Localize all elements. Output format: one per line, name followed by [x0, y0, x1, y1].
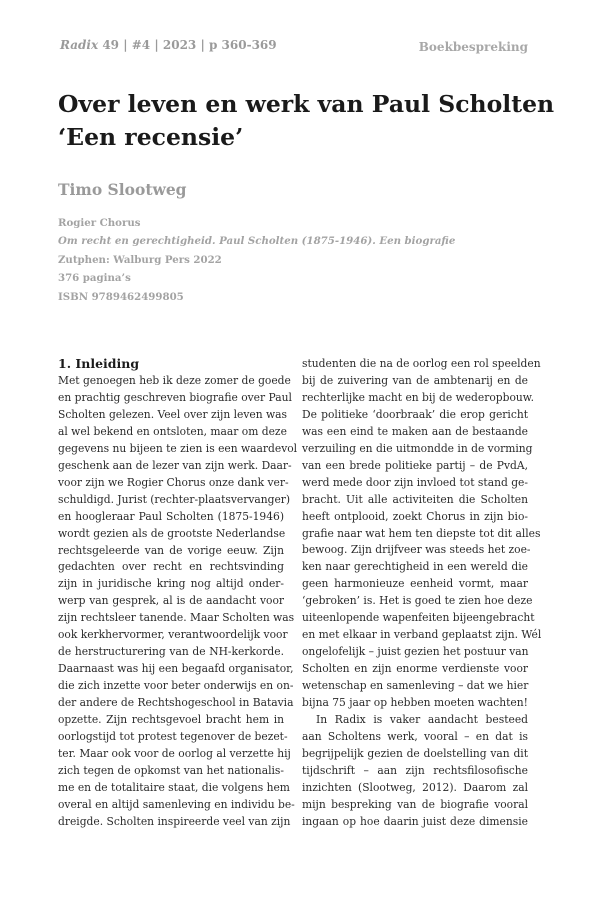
running-header: [60, 38, 277, 52]
section-label: Boekbespreking: [418, 40, 528, 54]
text-line: die zich inzette voor beter onderwijs en on-: [58, 679, 294, 693]
text-line: opzette. Zijn rechtsgevoel bracht hem in: [58, 713, 284, 727]
text-line: ongelofelijk – juist gezien het postuur van: [302, 645, 529, 659]
text-line: begrijpelijk gezien de doelstelling van dit: [302, 746, 528, 760]
text-line: rechtsgeleerde van de vorige eeuw. Zijn: [58, 543, 284, 557]
text-line: al wel bekend en ontsloten, maar om deze: [58, 424, 287, 438]
text-line: bij de zuivering van de ambtenarij en de: [302, 373, 528, 387]
text-line: wordt gezien als de grootste Nederlandse: [58, 526, 286, 540]
text-line: werp van gesprek, al is de aandacht voor: [58, 594, 284, 608]
article-author: Timo Slootweg: [58, 180, 187, 199]
text-line: heeft ontplooid, zoekt Chorus in zijn bio-: [302, 509, 528, 523]
text-line: Scholten en zijn enorme verdienste voor: [302, 662, 528, 676]
text-line: uiteenlopende wapenfeiten bijeengebracht: [302, 611, 535, 625]
book-details: [58, 214, 455, 306]
article-title-line-1: Over leven en werk van Paul Scholten: [58, 90, 555, 118]
text-line: mijn bespreking van de biografie vooral: [302, 797, 528, 811]
article-title-line-2: ‘Een recensie’: [58, 123, 244, 151]
text-line: gegevens nu bijeen te zien is een waardevol: [58, 441, 298, 455]
left-column-text: [58, 373, 298, 831]
text-line: aan Scholtens werk, vooral – en dat is: [302, 729, 528, 743]
text-line: me en de totalitaire staat, die volgens hem: [58, 780, 290, 794]
text-line: zijn rechtsleer tanende. Maar Scholten was: [58, 611, 295, 625]
book-author: Rogier Chorus: [58, 217, 141, 229]
text-line: De politieke ‘doorbraak’ die erop gericht: [302, 407, 528, 421]
text-line: bijna 75 jaar op hebben moeten wachten!: [302, 696, 528, 710]
text-line: Daarnaast was hij een begaafd organisator,: [58, 662, 294, 676]
right-column-text: [302, 356, 542, 831]
text-line: bewoog. Zijn drijfveer was steeds het zoe-: [302, 543, 531, 557]
text-line: verzuiling en die uitmondde in de vorming: [302, 441, 533, 455]
text-line: Met genoegen heb ik deze zomer de goede: [58, 374, 291, 387]
book-isbn: ISBN 9789462499805: [58, 290, 184, 303]
book-pages: 376 pagina’s: [58, 272, 131, 285]
text-line: en met elkaar in verband geplaatst zijn. Wél: [302, 628, 542, 642]
text-line: de herstructurering van de NH-kerkorde.: [58, 645, 284, 659]
text-line: bracht. Uit alle activiteiten die Scholten: [302, 492, 528, 506]
text-line: en hoogleraar Paul Scholten (1875-1946): [58, 509, 284, 523]
text-line: tijdschrift – aan zijn rechtsfilosofische: [302, 763, 528, 777]
text-line: dreigde. Scholten inspireerde veel van zijn: [58, 814, 291, 828]
text-line: van een brede politieke partij – de PvdA,: [302, 458, 528, 472]
text-line: gedachten over recht en rechtsvinding: [58, 560, 284, 574]
text-line: ook kerkhervormer, verantwoordelijk voor: [58, 628, 288, 642]
book-publisher: Zutphen: Walburg Pers 2022: [58, 253, 222, 266]
book-title: Om recht en gerechtigheid. Paul Scholten (1875-1946). Een biografie: [58, 235, 456, 248]
left-column: [58, 355, 298, 831]
text-line: ter. Maar ook voor de oorlog al verzette hij: [58, 746, 291, 760]
text-line: grafie naar wat hem ten diepste tot dit alles: [302, 526, 541, 540]
text-line: werd mede door zijn invloed tot stand ge-: [302, 475, 528, 489]
text-line: was een eind te maken aan de bestaande: [302, 424, 528, 438]
right-column: [302, 356, 542, 831]
text-line: inzichten (Slootweg, 2012). Daarom zal: [302, 780, 528, 794]
text-line: studenten die na de oorlog een rol speelden: [302, 357, 541, 370]
text-line: Scholten gelezen. Veel over zijn leven was: [58, 407, 288, 421]
text-line: rechterlijke macht en bij de wederopbouw.: [302, 390, 535, 404]
text-line: voor zijn we Rogier Chorus onze dank ver-: [58, 475, 289, 489]
text-line: wetenschap en samenleving – dat we hier: [302, 679, 529, 693]
text-line: geschenk aan de lezer van zijn werk. Daar-: [58, 458, 292, 472]
text-line: oorlogstijd tot protest tegenover de bezet-: [58, 730, 288, 744]
text-line: zijn in juridische kring nog altijd onder-: [58, 577, 284, 591]
section-heading: 1. Inleiding: [58, 356, 140, 371]
text-line: der andere de Rechtshogeschool in Batavia: [58, 696, 294, 710]
text-line: ken naar gerechtigheid in een wereld die: [302, 560, 528, 574]
text-line: zich tegen de opkomst van het nationalis-: [58, 763, 284, 777]
text-line: ingaan op hoe daarin juist deze dimensie: [302, 814, 528, 828]
journal-name: Radix: [60, 38, 99, 52]
text-line: en prachtig geschreven biografie over Paul: [58, 390, 292, 404]
text-line: ‘gebroken’ is. Het is goed te zien hoe deze: [302, 594, 533, 608]
text-line: schuldigd. Jurist (rechter-plaatsvervanger): [58, 492, 291, 506]
text-line: overal en altijd samenleving en individu be-: [58, 797, 295, 811]
article-title: [58, 88, 558, 154]
text-line: geen harmonieuze eenheid vormt, maar: [302, 577, 528, 591]
journal-citation: 49 | #4 | 2023 | p 360-369: [98, 38, 277, 52]
text-line: In Radix is vaker aandacht besteed: [316, 713, 528, 727]
